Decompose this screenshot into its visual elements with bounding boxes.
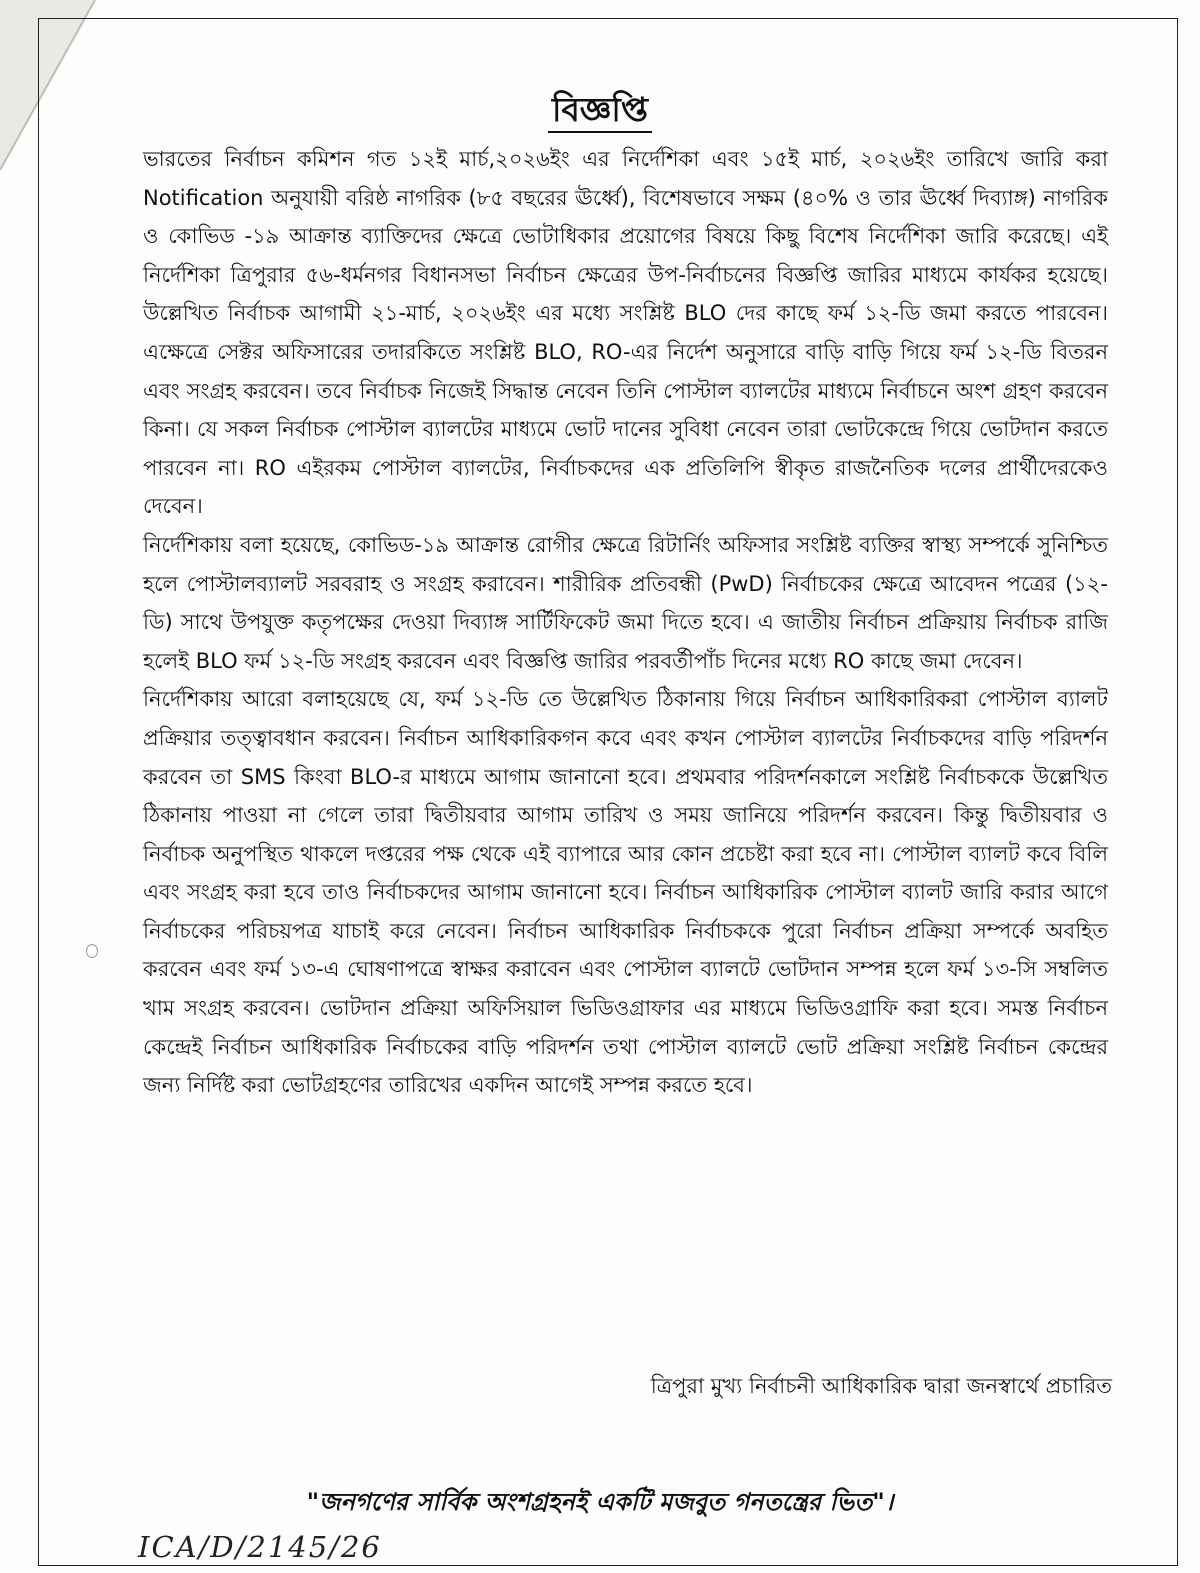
issuer-line: ত্রিপুরা মুখ্য নির্বাচনী আধিকারিক দ্বারা জনস্বার্থে প্রচারিত [650, 1374, 1112, 1398]
paragraph-1: ভারতের নির্বাচন কমিশন গত ১২ই মার্চ,২০২৬ইং এর নির্দেশিকা এবং ১৫ই মার্চ, ২০২৬ইং তারিখে জারি করা Notification অনুযায়ী বরিষ্ঠ নাগরিক (৮৫ বছরের ঊর্ধ্বে), বিশেষভাবে সক্ষম (৪০% ও তার ঊর্ধ্বে দিব্যাঙ্গ) নাগরিক ও কোভিড -১৯ আক্রান্ত ব্যাক্তিদের ক্ষেত্রে ভোটাধিকার প্রয়োগের বিষয়ে কিছু বিশেষ নির্দেশিকা জারি করেছে। এই নির্দেশিকা ত্রিপুরার ৫৬-ধর্মনগর বিধানসভা নির্বাচন ক্ষেত্রের উপ-নির্বাচনের বিজ্ঞপ্তি জারির মাধ্যমে কার্যকর হয়েছে। উল্লেখিত নির্বাচক আগামী ২১-মার্চ, ২০২৬ইং এর মধ্যে সংশ্লিষ্ট BLO দের কাছে ফর্ম ১২-ডি জমা করতে পারবেন। এক্ষেত্রে সেক্টর অফিসারের তদারকিতে সংশ্লিষ্ট BLO, RO-এর নির্দেশ অনুসারে বাড়ি বাড়ি গিয়ে ফর্ম ১২-ডি বিতরন এবং সংগ্রহ করবেন। তবে নির্বাচক নিজেই সিদ্ধান্ত নেবেন তিনি পোস্টাল ব্যালটের মাধ্যমে নির্বাচনে অংশ গ্রহণ করবেন কিনা। যে সকল নির্বাচক পোস্টাল ব্যালটের মাধ্যমে ভোট দানের সুবিধা নেবেন তারা ভোটকেন্দ্রে গিয়ে ভোটদান করতে পারবেন না। RO এইরকম পোস্টাল ব্যালটের, নির্বাচকদের এক প্রতিলিপি স্বীকৃত রাজনৈতিক দলের প্রার্থীদেরকেও দেবেন। [143, 147, 1108, 519]
notice-title [0, 84, 1200, 140]
paragraph-3: নির্দেশিকায় আরো বলাহয়েছে যে, ফর্ম ১২-ডি তে উল্লেখিত ঠিকানায় গিয়ে নির্বাচন আধিকারিকরা পোস্টাল ব্যালট প্রক্রিয়ার তত্ত্বাবধান করবেন। নির্বাচন আধিকারিকগন কবে এবং কখন পোস্টাল ব্যালটের নির্বাচকদের বাড়ি পরিদর্শন করবেন তা SMS কিংবা BLO-র মাধ্যমে আগাম জানানো হবে। প্রথমবার পরিদর্শনকালে সংশ্লিষ্ট নির্বাচককে উল্লেখিত ঠিকানায় পাওয়া না গেলে তারা দ্বিতীয়বার আগাম তারিখ ও সময় জানিয়ে পরিদর্শন করবেন। কিন্তু দ্বিতীয়বার ও নির্বাচক অনুপস্থিত থাকলে দপ্তরের পক্ষ থেকে এই ব্যাপারে আর কোন প্রচেষ্টা করা হবে না। পোস্টাল ব্যালট কবে বিলি এবং সংগ্রহ করা হবে তাও নির্বাচকদের আগাম জানানো হবে। নির্বাচন আধিকারিক পোস্টাল ব্যালট জারি করার আগে নির্বাচকের পরিচয়পত্র যাচাই করে নেবেন। নির্বাচন আধিকারিক নির্বাচককে পুরো নির্বাচন প্রক্রিয়া সম্পর্কে অবহিত করবেন এবং ফর্ম ১৩-এ ঘোষণাপত্রে স্বাক্ষর করাবেন এবং পোস্টাল ব্যালটে ভোটদান সম্পন্ন হলে ফর্ম ১৩-সি সম্বলিত খাম সংগ্রহ করবেন। ভোটদান প্রক্রিয়া অফিসিয়াল ভিডিওগ্রাফার এর মাধ্যমে ভিডিওগ্রাফি করা হবে। সমস্ত নির্বাচন কেন্দ্রেই নির্বাচন আধিকারিক নির্বাচকের বাড়ি পরিদর্শন তথা পোস্টাল ব্যালটে ভোট প্রক্রিয়া সংশ্লিষ্ট নির্বাচন কেন্দ্রের জন্য নির্দিষ্ট করা ভোটগ্রহণের তারিখের একদিন আগেই সম্পন্ন করতে হবে। [143, 687, 1108, 1098]
slogan: "জনগণের সার্বিক অংশগ্রহনই একটি মজবুত গনতন্ত্রের ভিত"। [306, 1488, 894, 1516]
paper-speck [86, 944, 98, 958]
notice-title-text: বিজ্ঞপ্তি [548, 90, 652, 133]
notice-body [143, 140, 1108, 1105]
paragraph-2: নির্দেশিকায় বলা হয়েছে, কোভিড-১৯ আক্রান্ত রোগীর ক্ষেত্রে রিটার্নিং অফিসার সংশ্লিষ্ট ব্যক্তির স্বাস্থ্য সম্পর্কে সুনিশ্চিত হলে পোস্টালব্যালট সরবরাহ ও সংগ্রহ করাবেন। শারীরিক প্রতিবন্ধী (PwD) নির্বাচকের ক্ষেত্রে আবেদন পত্রের (১২-ডি) সাথে উপযুক্ত কতৃপক্ষের দেওয়া দিব্যাঙ্গ সার্টিফিকেট জমা দিতে হবে। এ জাতীয় নির্বাচন প্রক্রিয়ায় নির্বাচক রাজি হলেই BLO ফর্ম ১২-ডি সংগ্রহ করবেন এবং বিজ্ঞপ্তি জারির পরবর্তীপাঁচ দিনের মধ্যে RO কাছে জমা দেবেন। [143, 532, 1108, 673]
reference-number: ICA/D/2145/26 [138, 1530, 382, 1564]
